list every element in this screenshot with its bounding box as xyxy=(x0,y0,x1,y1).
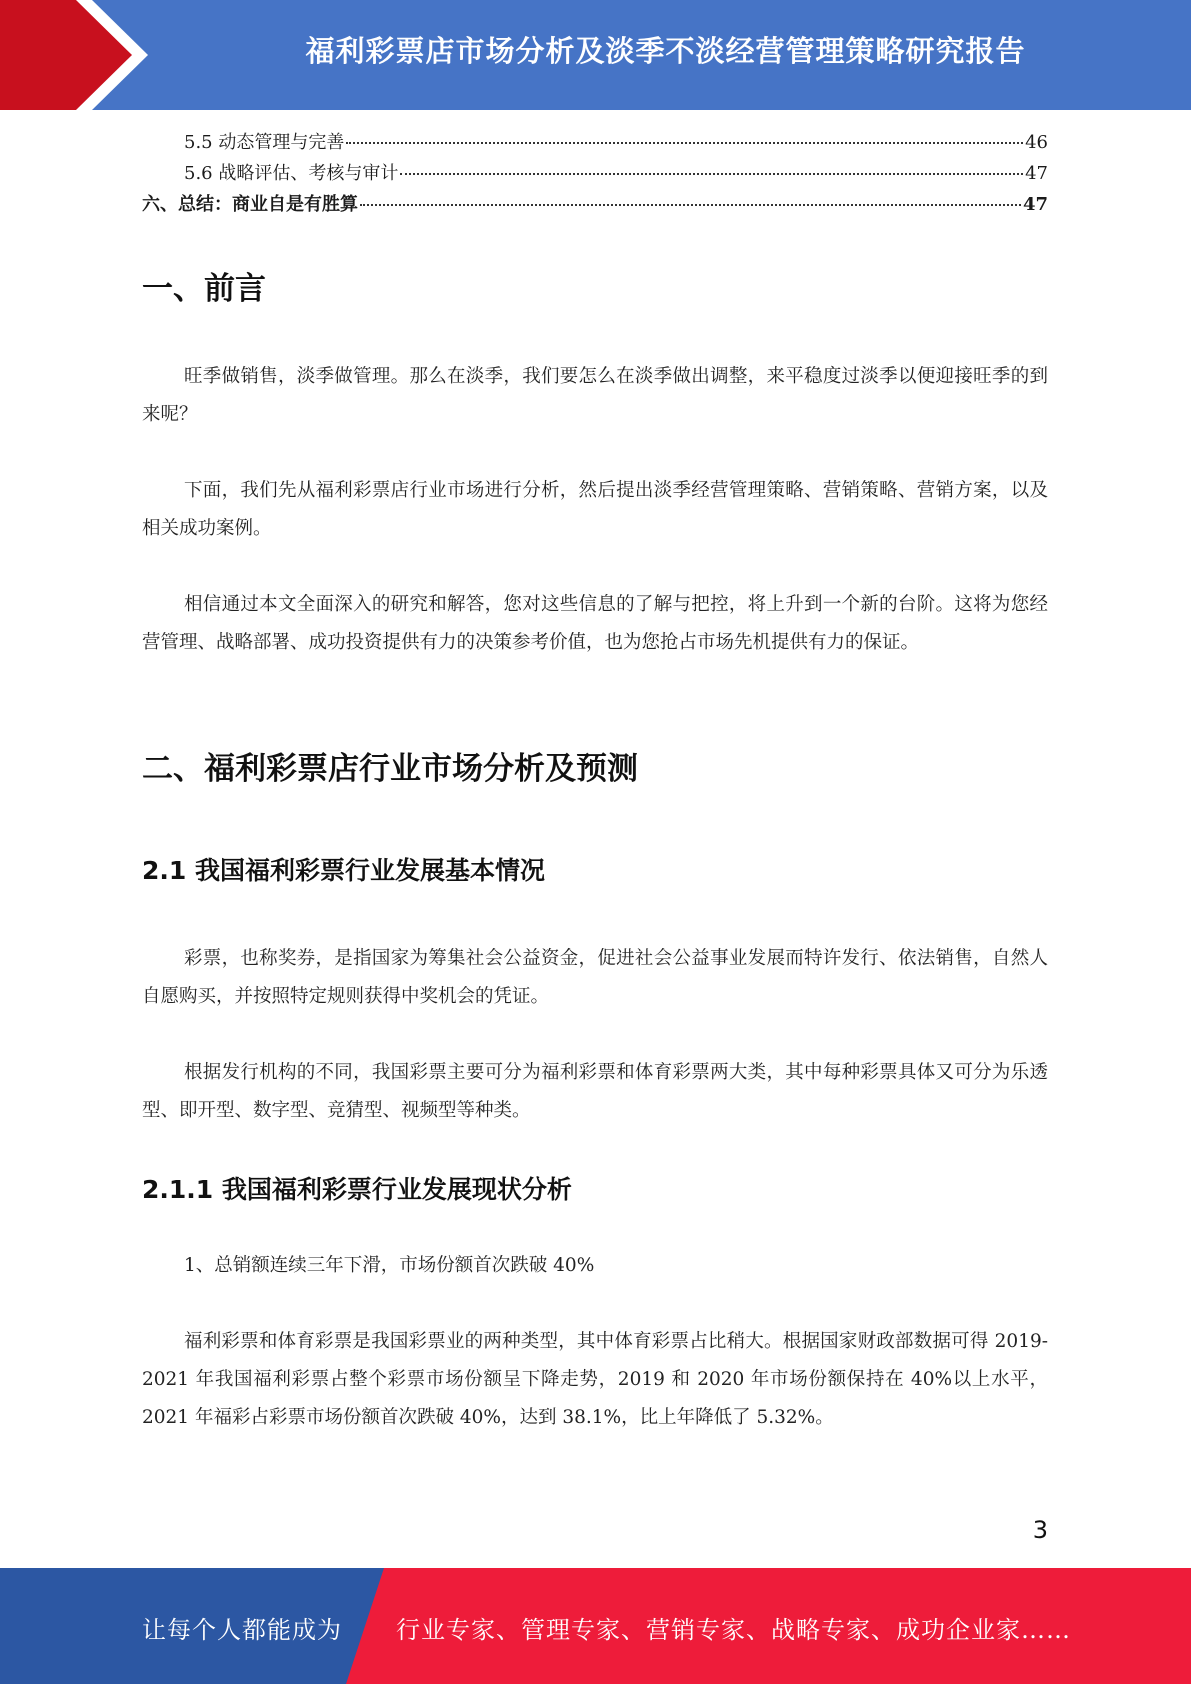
page-number: 3 xyxy=(1032,1516,1048,1544)
toc-entry-label: 5.6 战略评估、考核与审计 xyxy=(184,163,399,184)
table-of-contents xyxy=(142,128,1048,221)
toc-entry-page: 47 xyxy=(1022,194,1048,215)
toc-entry[interactable] xyxy=(142,190,1048,221)
paragraph: 彩票，也称奖券，是指国家为筹集社会公益资金，促进社会公益事业发展而特许发行、依法销售，自然人自愿购买，并按照特定规则获得中奖机会的凭证。 xyxy=(142,948,1048,1007)
header-banner xyxy=(0,0,1191,110)
subsection-heading: 2.1 我国福利彩票行业发展基本情况 xyxy=(142,856,545,885)
toc-entry-page: 46 xyxy=(1025,132,1048,153)
header-title: 福利彩票店市场分析及淡季不淡经营管理策略研究报告 xyxy=(305,34,1026,68)
paragraph: 相信通过本文全面深入的研究和解答，您对这些信息的了解与把控，将上升到一个新的台阶。这将为您经营管理、战略部署、成功投资提供有力的决策参考价值，也为您抢占市场先机提供有力的保证。 xyxy=(142,594,1048,653)
toc-entry-label: 六、总结：商业自是有胜算 xyxy=(142,194,358,215)
footer-slogan-right: 行业专家、管理专家、营销专家、战略专家、成功企业家…… xyxy=(396,1616,1071,1644)
footer-slogan-left: 让每个人都能成为 xyxy=(142,1616,342,1644)
paragraph: 福利彩票和体育彩票是我国彩票业的两种类型，其中体育彩票占比稍大。根据国家财政部数据可得 2019-2021 年我国福利彩票占整个彩票市场份额呈下降走势，2019 和 2020 年市场份额保持在 40%以上水平，2021 年福彩占彩票市场份额首次跌破 40%，达到 38.1%，比上年降低了 5.32%。 xyxy=(142,1331,1048,1428)
toc-entry[interactable] xyxy=(142,159,1048,190)
toc-dot-leader xyxy=(346,142,1023,144)
toc-entry[interactable] xyxy=(142,128,1048,159)
list-item-heading: 1、总销额连续三年下滑，市场份额首次跌破 40% xyxy=(184,1255,595,1276)
section-heading-preface: 一、前言 xyxy=(142,271,266,307)
paragraph: 根据发行机构的不同，我国彩票主要可分为福利彩票和体育彩票两大类，其中每种彩票具体又可分为乐透型、即开型、数字型、竞猜型、视频型等种类。 xyxy=(142,1062,1048,1121)
subsubsection-heading: 2.1.1 我国福利彩票行业发展现状分析 xyxy=(142,1175,572,1204)
toc-dot-leader xyxy=(400,173,1023,175)
paragraph: 旺季做销售，淡季做管理。那么在淡季，我们要怎么在淡季做出调整，来平稳度过淡季以便迎接旺季的到来呢？ xyxy=(142,366,1048,425)
section-heading-analysis: 二、福利彩票店行业市场分析及预测 xyxy=(142,751,638,787)
paragraph: 下面，我们先从福利彩票店行业市场进行分析，然后提出淡季经营管理策略、营销策略、营销方案，以及相关成功案例。 xyxy=(142,480,1048,539)
toc-entry-label: 5.5 动态管理与完善 xyxy=(184,132,345,153)
toc-entry-page: 47 xyxy=(1025,163,1048,184)
toc-dot-leader xyxy=(360,204,1021,206)
footer-banner xyxy=(0,1568,1191,1684)
